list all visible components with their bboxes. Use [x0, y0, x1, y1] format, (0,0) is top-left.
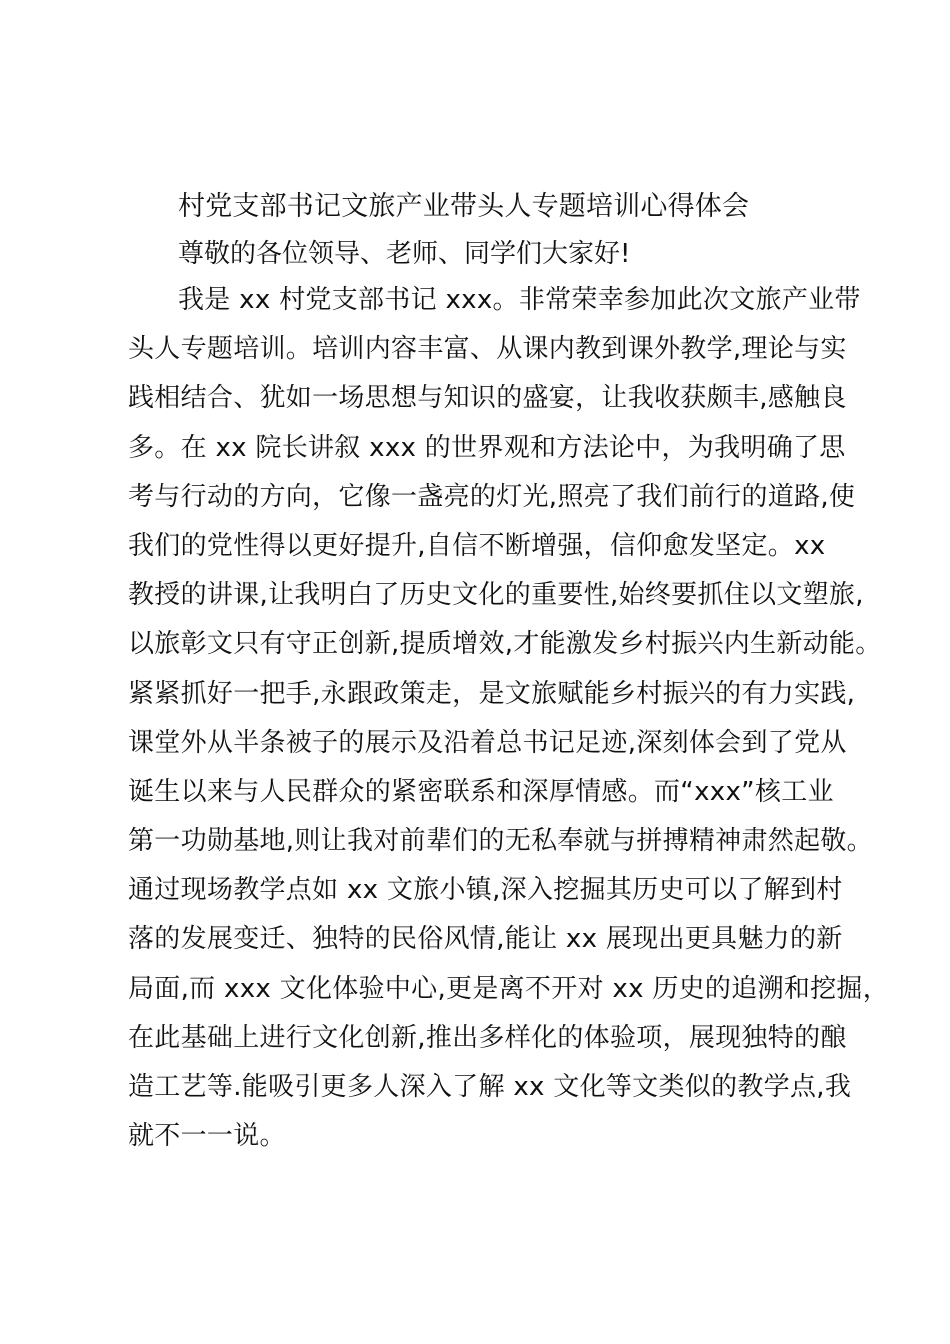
body-line: 多。在 xx 院长讲叙 xxx 的世界观和方法论中，为我明确了思	[128, 432, 846, 463]
body-line: 在此基础上进行文化创新,推出多样化的体验项，展现独特的酿	[128, 1022, 847, 1053]
body-line: 我们的党性得以更好提升,自信不断增强，信仰愈发坚定。xx	[128, 530, 826, 561]
body-line: 考与行动的方向，它像一盏亮的灯光,照亮了我们前行的道路,使	[128, 481, 856, 512]
body-line: 就不一一说。	[128, 1121, 286, 1152]
body-line: 我是 xx 村党支部书记 xxx。非常荣幸参加此次文旅产业带	[178, 285, 861, 315]
document-title: 村党支部书记文旅产业带头人专题培训心得体会	[178, 191, 750, 222]
body-line: 第一功勋基地,则让我对前辈们的无私奉就与拼搏精神肃然起敬。	[128, 826, 873, 857]
body-line: 课堂外从半条被子的展示及沿着总书记足迹,深刻体会到了党从	[128, 727, 847, 758]
body-line: 通过现场教学点如 xx 文旅小镇,深入挖掘其历史可以了解到村	[128, 875, 843, 906]
body-line: 局面,而 xxx 文化体验中心,更是离不开对 xx 历史的追溯和挖掘，	[128, 973, 890, 1004]
body-line: 落的发展变迁、独特的民俗风情,能让 xx 展现出更具魅力的新	[128, 924, 843, 955]
body-line: 践相结合、犹如一场思想与知识的盛宴，让我收获颇丰,感触良	[128, 383, 847, 414]
body-paragraph	[128, 276, 890, 1161]
body-line: 教授的讲课,让我明白了历史文化的重要性,始终要抓住以文塑旅,	[128, 580, 864, 611]
body-line: 紧紧抓好一把手,永跟政策走，是文旅赋能乡村振兴的有力实践,	[128, 678, 856, 709]
body-line: 造工艺等.能吸引更多人深入了解 xx 文化等文类似的教学点,我	[128, 1072, 852, 1102]
greeting-line: 尊敬的各位领导、老师、同学们大家好!	[178, 239, 631, 269]
body-line: 诞生以来与人民群众的紧密联系和深厚情感。而“xxx”核工业	[128, 776, 834, 807]
body-line: 头人专题培训。培训内容丰富、从课内教到课外教学,理论与实	[128, 334, 847, 365]
body-line: 以旅彰文只有守正创新,提质增效,才能激发乡村振兴内生新动能。	[128, 629, 882, 660]
